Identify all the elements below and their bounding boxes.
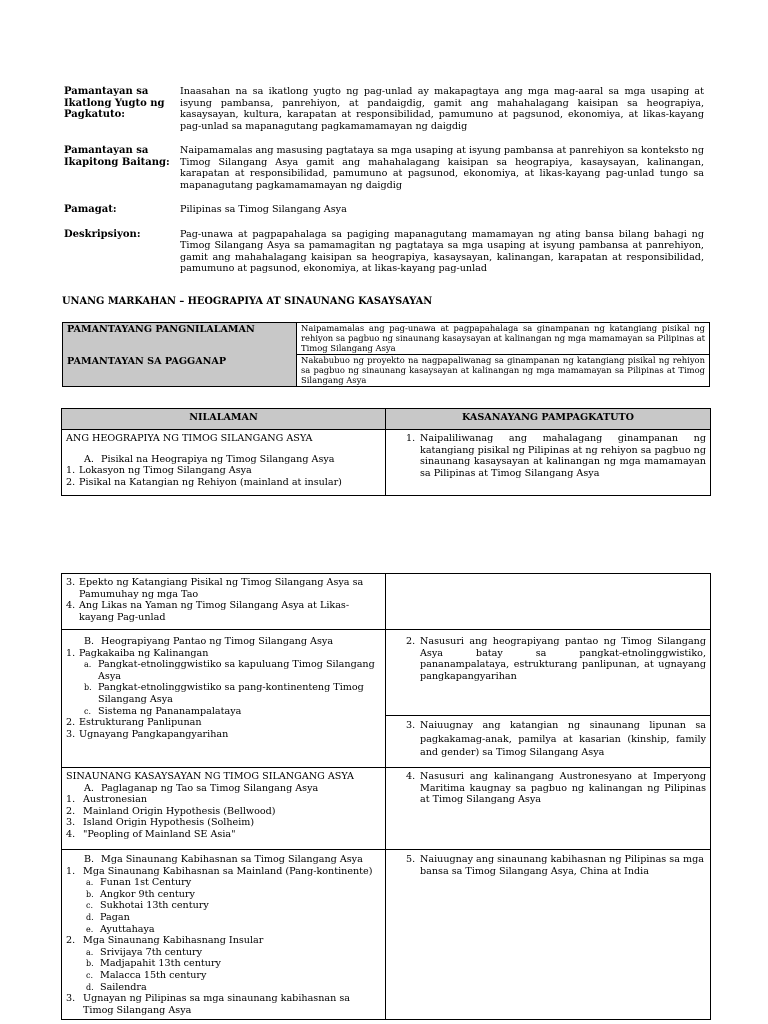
competency-item: 3. Naiuugnay ang katangian ng sinaunang lipunan sa pagkakamag-anak, pamilya at kasarian (kinship, family and gender) sa Timog Silangang Asya	[406, 720, 706, 758]
list-item: 1. Austronesian	[66, 794, 147, 806]
definition-row	[64, 86, 704, 132]
standards-labels-cell	[63, 323, 297, 387]
content-cell	[62, 630, 386, 768]
definition-text: Pilipinas sa Timog Silangang Asya	[180, 204, 347, 215]
content-standard-label: PAMANTAYANG PANGNILALAMAN	[67, 324, 255, 335]
column-header-nilalaman: NILALAMAN	[62, 409, 386, 430]
list-item: 4. "Peopling of Mainland SE Asia"	[66, 828, 236, 840]
list-item: 1. Mga Sinaunang Kabihasnan sa Mainland (Pang-kontinente)	[66, 865, 373, 877]
list-item: 1. Pagkakaiba ng Kalinangan	[66, 647, 209, 659]
intro-definitions	[64, 86, 704, 288]
section-title: ANG HEOGRAPIYA NG TIMOG SILANGANG ASYA	[66, 433, 313, 444]
standards-row	[63, 323, 710, 355]
sub-list-item: d. Pagan	[86, 911, 130, 923]
definition-row	[64, 204, 704, 216]
content-standard-text: Naipamamalas ang pag-unawa at pagpapahalaga sa ginampanan ng katangiang pisikal ng rehiyon sa pagbuo ng sinaunang kasaysayan at kalinangan ng mga mamamayan sa Pilipinas at Timog Silangang Asya	[297, 323, 710, 355]
list-item: 2. Estrukturang Panlipunan	[66, 717, 202, 729]
list-item: 2. Pisikal na Katangian ng Rehiyon (mainland at insular)	[66, 476, 342, 488]
section-title: SINAUNANG KASAYSAYAN NG TIMOG SILANGANG ASYA	[66, 771, 354, 782]
definition-term: Pamagat:	[64, 204, 117, 215]
table-row	[62, 768, 711, 850]
competency-cell	[386, 430, 711, 496]
definition-row	[64, 145, 704, 191]
content-cell	[62, 768, 386, 850]
competency-item: 2. Nasusuri ang heograpiyang pantao ng Timog Silangang Asya batay sa pangkat-etnolinggwistiko, pananampalataya, estrukturang panlipunan, at ugnayang pangkapangyarihan	[406, 636, 706, 682]
table-header-row	[62, 409, 711, 430]
content-table-2	[61, 573, 711, 1020]
definition-term: Pamantayan sa Ikatlong Yugto ng Pagkatuto:	[64, 86, 165, 120]
competency-item: 5. Naiuugnay ang sinaunang kabihasnan ng Pilipinas sa mga bansa sa Timog Silangang Asya, China at India	[406, 854, 704, 877]
list-item: 3. Epekto ng Katangiang Pisikal ng Timog Silangang Asya sa Pamumuhay ng mga Tao	[66, 577, 364, 600]
list-item: A. Paglaganap ng Tao sa Timog Silangang Asya	[84, 782, 319, 794]
competency-cell	[386, 850, 711, 1020]
sub-list-item: a. Funan 1st Century	[86, 877, 192, 889]
column-header-kasanayan: KASANAYANG PAMPAGKATUTO	[386, 409, 711, 430]
competency-item: 4. Nasusuri ang kalinangang Austronesyano at Imperyong Maritima kaugnay sa pagbuo ng kalinangan ng Pilipinas at Timog Silangang Asya	[406, 771, 706, 806]
list-item: B. Heograpiyang Pantao ng Timog Silangang Asya	[84, 636, 334, 647]
sub-list-item: b. Madjapahit 13th century	[86, 958, 221, 970]
list-item: 3. Ugnayan ng Pilipinas sa mga sinaunang kabihasnan sa Timog Silangang Asya	[66, 993, 350, 1016]
definition-row	[64, 229, 704, 275]
sub-list-item: c. Malacca 15th century	[86, 969, 207, 981]
content-table-1	[61, 408, 711, 496]
sub-list-item: b. Pangkat-etnolinggwistiko sa pang-kontinenteng Timog Silangang Asya	[84, 682, 364, 705]
definition-text: Inaasahan na sa ikatlong yugto ng pag-unlad ay makapagtaya ang mga mag-aaral sa mga usaping at isyung pambansa, panrehiyon, at pandaigdig, gamit ang mahahalagang kaisipan sa heograpiya, kasaysayan, kultura, karapatan at responsibilidad, pamumuno at pagsunod, ekonomiya, at likas-kayang pag-unlad sa mapanagutang pagkamamamayan ng daigdig	[180, 86, 704, 132]
list-item: A. Pisikal na Heograpiya ng Timog Silangang Asya	[84, 453, 335, 465]
performance-standard-label: PAMANTAYAN SA PAGGANAP	[67, 356, 227, 367]
competency-cell	[386, 574, 711, 630]
table-row	[62, 850, 711, 1020]
quarter-title: UNANG MARKAHAN – HEOGRAPIYA AT SINAUNANG KASAYSAYAN	[62, 296, 433, 307]
content-cell	[62, 574, 386, 630]
sub-list-item: a. Pangkat-etnolinggwistiko sa kapuluang Timog Silangang Asya	[84, 659, 375, 682]
performance-standard-text: Nakabubuo ng proyekto na nagpapaliwanag sa ginampanan ng katangiang pisikal ng rehiyon sa pagbuo ng sinaunang kasaysayan at kalinangan ng mga mamamayan sa Pilipinas at Timog Silangang Asya	[297, 355, 710, 387]
definition-text: Naipamamalas ang masusing pagtataya sa mga usaping at isyung pambansa at panrehiyon sa konteksto ng Timog Silangang Asya gamit ang mahahalagang kaisipan sa heograpiya, kasaysayan, kalinangan, karapatan at responsibilidad, pamumuno at pagsunod, ekonomiya, at likas-kayang pag-unlad tungo sa mapanagutang pagkamamamayan ng daigdig	[180, 145, 704, 191]
sub-list-item: e. Ayuttahaya	[86, 923, 155, 935]
definition-text: Pag-unawa at pagpapahalaga sa pagiging mapanagutang mamamayan ng ating bansa bilang bahagi ng Timog Silangang Asya sa pamamagitan ng pagtataya sa mga usaping at isyung pambansa at panrehiyon, gamit ang mahahalagang kaisipan sa heograpiya, kasaysayan, kalinangan, karapatan at responsibilidad, pamumuno at pagsunod, ekonomiya, at likas-kayang pag-unlad	[180, 228, 704, 274]
list-item: 3. Ugnayang Pangkapangyarihan	[66, 728, 229, 740]
list-item: 2. Mainland Origin Hypothesis (Bellwood)	[66, 805, 276, 817]
content-cell	[62, 430, 386, 496]
sub-list-item: d. Sailendra	[86, 981, 147, 993]
definition-term: Deskripsiyon:	[64, 228, 141, 240]
sub-list-item: b. Angkor 9th century	[86, 888, 195, 900]
sub-list-item: a. Srivijaya 7th century	[86, 946, 203, 958]
competency-cell	[386, 630, 711, 716]
sub-list-item: c. Sukhotai 13th century	[86, 900, 209, 912]
list-item: B. Mga Sinaunang Kabihasnan sa Timog Silangang Asya	[84, 854, 363, 865]
table-row	[62, 430, 711, 496]
sub-list-item: c. Sistema ng Pananampalataya	[84, 705, 242, 717]
list-item: 4. Ang Likas na Yaman ng Timog Silangang Asya at Likas-kayang Pag-unlad	[66, 600, 350, 623]
competency-item: 1. Naipaliliwanag ang mahalagang ginampanan ng katangiang pisikal ng Pilipinas at ng rehiyon sa pagbuo ng sinaunang kasaysayan at kalinangan ng mga mamamayan sa Pilipinas at Timog Silangang Asya	[406, 433, 706, 479]
list-item: 2. Mga Sinaunang Kabihasnang Insular	[66, 935, 264, 947]
competency-cell	[386, 768, 711, 850]
standards-table	[62, 322, 710, 387]
content-cell	[62, 850, 386, 1020]
competency-cell	[386, 716, 711, 768]
list-item: 3. Island Origin Hypothesis (Solheim)	[66, 817, 255, 829]
table-row	[62, 630, 711, 716]
table-row	[62, 574, 711, 630]
definition-term: Pamantayan sa Ikapitong Baitang:	[64, 145, 170, 168]
list-item: 1. Lokasyon ng Timog Silangang Asya	[66, 465, 252, 477]
